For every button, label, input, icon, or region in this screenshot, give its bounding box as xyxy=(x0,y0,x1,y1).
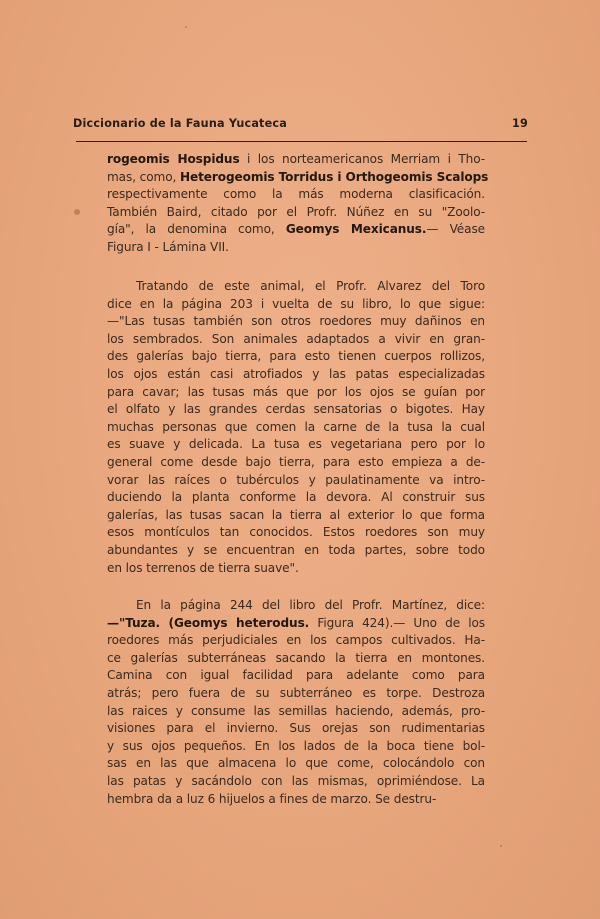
text-line xyxy=(107,296,485,314)
text-run: roedores más perjudiciales en los campos cultivados. Ha- xyxy=(107,633,485,648)
text-run: —"Las tusas también son otros roedores muy dañinos en xyxy=(107,314,485,329)
text-line xyxy=(107,667,485,685)
text-run: y sus ojos pequeños. En los lados de la boca tiene bol- xyxy=(107,738,485,753)
bold-text: rogeomis Hospidus xyxy=(107,152,240,166)
text-run: gía", la denomina como, xyxy=(107,222,286,237)
text-run: el olfato y las grandes cerdas sensatorias o bigotes. Hay xyxy=(107,402,485,417)
text-run: respectivamente como la más moderna clasificación. xyxy=(107,187,485,202)
text-line xyxy=(107,720,485,738)
text-run: las patas y sacándolo con las mismas, oprimiéndose. La xyxy=(107,773,485,788)
text-line xyxy=(107,489,485,507)
text-line xyxy=(107,791,485,809)
text-run: los ojos están casi atrofiados y las patas especializadas xyxy=(107,366,485,381)
text-run: — Véase xyxy=(426,222,486,237)
text-line xyxy=(107,632,485,650)
paper-stain xyxy=(74,209,80,215)
text-line xyxy=(107,755,485,773)
text-run: duciendo la planta conforme la devora. Al construir sus xyxy=(107,490,485,505)
text-line xyxy=(107,278,485,296)
paragraph-3 xyxy=(107,597,485,808)
text-run: visiones para el invierno. Sus orejas son rudimentarias xyxy=(107,721,485,736)
text-line xyxy=(107,331,485,349)
text-line xyxy=(107,151,485,169)
text-run: mas, como, xyxy=(107,169,180,184)
text-line xyxy=(107,738,485,756)
text-line xyxy=(107,366,485,384)
text-line xyxy=(107,524,485,542)
text-run: des galerías bajo tierra, para esto tienen cuerpos rollizos, xyxy=(107,349,485,364)
text-line xyxy=(107,419,485,437)
text-run: muchas personas que comen la carne de la tusa la cual xyxy=(107,419,485,434)
text-run: Figura I - Lámina VII. xyxy=(107,239,229,254)
text-line xyxy=(107,436,485,454)
running-header-title: Diccionario de la Fauna Yucateca xyxy=(73,117,287,130)
text-line xyxy=(107,348,485,366)
text-run: general come desde bajo tierra, para esto empieza a de- xyxy=(107,454,485,469)
text-run: Figura 424).— Uno de los xyxy=(309,615,485,630)
text-run: es suave y delicada. La tusa es vegetariana pero por lo xyxy=(107,437,485,452)
bold-text: —"Tuza. (Geomys heterodus. xyxy=(107,615,310,630)
text-line xyxy=(107,773,485,791)
paragraph-2 xyxy=(107,278,485,577)
text-line xyxy=(107,239,485,257)
paper-speck xyxy=(500,845,502,847)
text-run: dice en la página 203 i vuelta de su libro, lo que sigue: xyxy=(107,296,485,311)
text-line xyxy=(107,507,485,525)
text-line xyxy=(107,221,485,239)
text-run: vorar las raíces o tubérculos y paulatinamente va intro- xyxy=(107,472,485,487)
text-line xyxy=(107,186,485,204)
text-line xyxy=(107,313,485,331)
text-line xyxy=(107,401,485,419)
text-line xyxy=(107,472,485,490)
text-line xyxy=(107,560,485,578)
bold-text: Heterogeomis Torridus i Orthogeomis Scalops xyxy=(180,169,489,184)
text-line xyxy=(107,454,485,472)
text-line xyxy=(107,703,485,721)
text-run: También Baird, citado por el Profr. Núñez en su "Zoolo- xyxy=(107,204,485,219)
text-line xyxy=(107,615,485,633)
text-run: las raices y consume las semillas haciendo, además, pro- xyxy=(107,703,485,718)
text-line xyxy=(107,597,485,615)
text-run: i los norteamericanos Merriam i Tho- xyxy=(239,152,485,166)
text-line xyxy=(107,650,485,668)
text-line xyxy=(107,542,485,560)
text-run: para cavar; las tusas más que por los ojos se guían por xyxy=(107,384,485,399)
text-run: sas en las que almacena lo que come, colocándolo con xyxy=(107,756,485,771)
text-run: hembra da a luz 6 hijuelos a fines de marzo. Se destru- xyxy=(107,791,437,806)
text-run: Tratando de este animal, el Profr. Alvarez del Toro xyxy=(136,279,485,293)
running-header xyxy=(73,117,528,133)
bold-text: Geomys Mexicanus. xyxy=(285,222,427,237)
text-line xyxy=(107,169,489,187)
text-line xyxy=(107,204,485,222)
text-run: los sembrados. Son animales adaptados a vivir en gran- xyxy=(107,331,485,346)
text-line xyxy=(107,685,485,703)
paragraph-1 xyxy=(107,151,489,257)
paper-speck xyxy=(185,26,187,28)
text-run: ce galerías subterráneas sacando la tierra en montones. xyxy=(107,650,485,665)
text-run: en los terrenos de tierra suave". xyxy=(107,560,299,575)
text-line xyxy=(107,384,485,402)
text-run: abundantes y se encuentran en toda partes, sobre todo xyxy=(107,542,485,557)
text-run: Camina con igual facilidad para adelante como para xyxy=(107,668,485,683)
text-run: atrás; pero fuera de su subterráneo es torpe. Destroza xyxy=(107,685,485,700)
text-run: En la página 244 del libro del Profr. Martínez, dice: xyxy=(136,598,485,612)
header-rule xyxy=(76,141,527,142)
text-run: galerías, las tusas sacan la tierra al exterior lo que forma xyxy=(107,507,485,522)
text-run: esos montículos tan conocidos. Estos roedores son muy xyxy=(107,525,485,540)
page-number: 19 xyxy=(512,117,528,130)
